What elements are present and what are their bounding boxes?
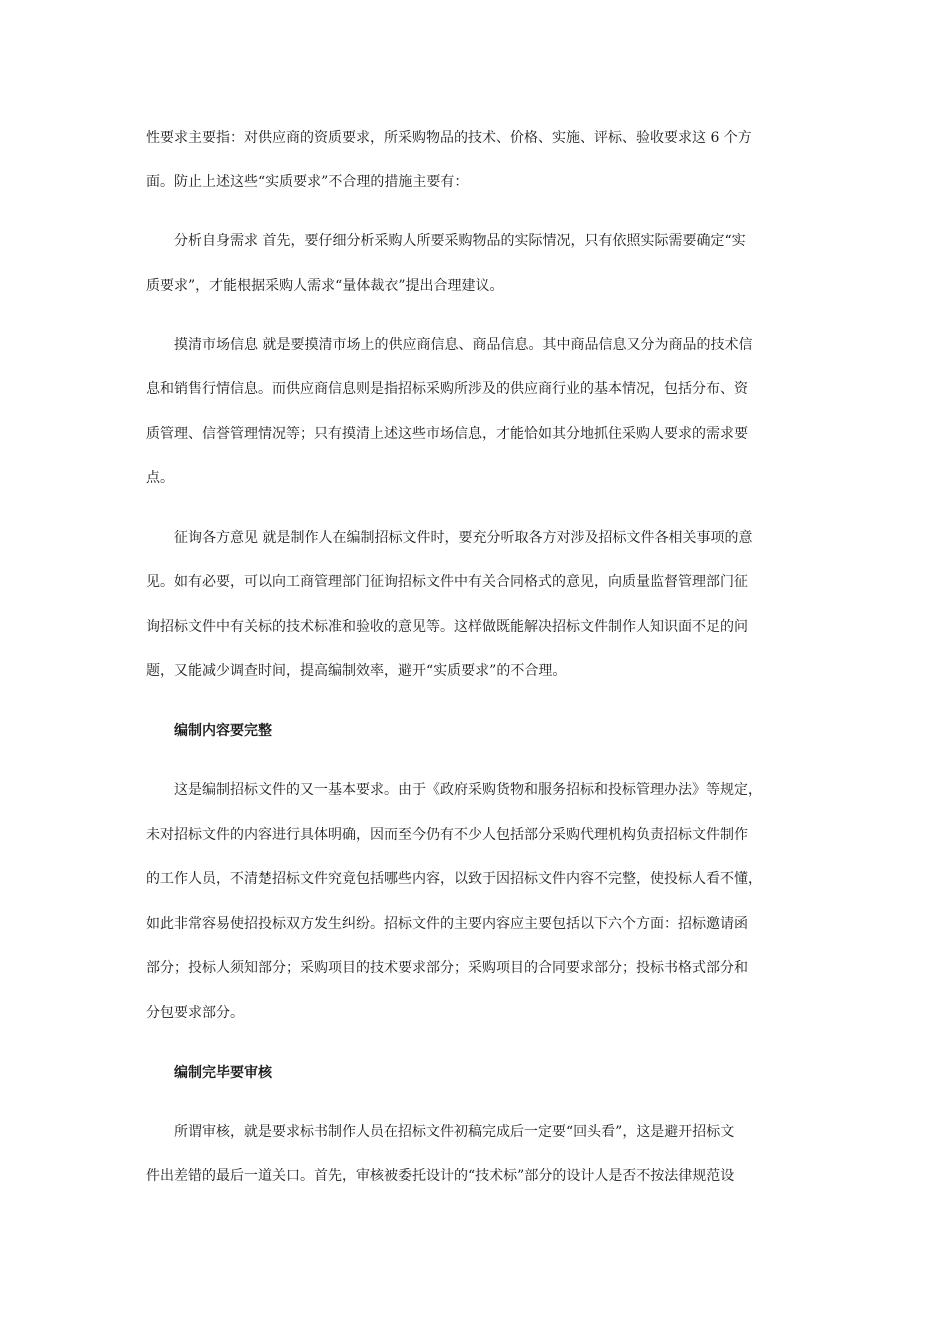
body-text-line: 点。	[146, 470, 174, 486]
body-text-line: 息和销售行情信息。而供应商信息则是指招标采购所涉及的供应商行业的基本情况，包括分布、资	[146, 381, 748, 397]
body-text-line: 这是编制招标文件的又一基本要求。由于《政府采购货物和服务招标和投标管理办法》等规定，	[174, 782, 762, 798]
body-text-line: 的工作人员，不清楚招标文件究竟包括哪些内容，以致于因招标文件内容不完整，使投标人看不懂，	[146, 871, 762, 887]
body-text-line: 未对招标文件的内容进行具体明确，因而至今仍有不少人包括部分采购代理机构负责招标文件制作	[146, 827, 748, 843]
body-text-line: 分析自身需求 首先，要仔细分析采购人所要采购物品的实际情况，只有依照实际需要确定“实	[174, 233, 746, 249]
section-heading: 编制内容要完整	[174, 723, 272, 739]
body-text-line: 摸清市场信息 就是要摸清市场上的供应商信息、商品信息。其中商品信息又分为商品的技术信	[174, 337, 753, 353]
body-text-line: 分包要求部分。	[146, 1005, 244, 1021]
body-text-line: 征询各方意见 就是制作人在编制招标文件时，要充分听取各方对涉及招标文件各相关事项的意	[174, 530, 753, 546]
body-text-line: 质要求”，才能根据采购人需求“量体裁衣”提出合理建议。	[146, 278, 504, 294]
body-text-line: 询招标文件中有关标的技术标准和验收的意见等。这样做既能解决招标文件制作人知识面不足的问	[146, 619, 748, 635]
body-text-line: 所谓审核，就是要求标书制作人员在招标文件初稿完成后一定要“回头看”，这是避开招标文	[174, 1124, 735, 1140]
body-text-line: 质管理、信誉管理情况等；只有摸清上述这些市场信息，才能恰如其分地抓住采购人要求的需求要	[146, 426, 748, 442]
body-text-line: 如此非常容易使招投标双方发生纠纷。招标文件的主要内容应主要包括以下六个方面：招标邀请函	[146, 916, 748, 932]
body-text-line: 件出差错的最后一道关口。首先，审核被委托设计的“技术标”部分的设计人是否不按法律规范设	[146, 1168, 735, 1184]
body-text-line: 面。防止上述这些“实质要求”不合理的措施主要有：	[146, 174, 469, 190]
body-text-line: 性要求主要指：对供应商的资质要求，所采购物品的技术、价格、实施、评标、验收要求这 6 个方	[146, 130, 752, 146]
section-heading: 编制完毕要审核	[174, 1065, 272, 1081]
body-text-line: 题，又能减少调查时间，提高编制效率，避开“实质要求”的不合理。	[146, 663, 567, 679]
body-text-line: 部分；投标人须知部分；采购项目的技术要求部分；采购项目的合同要求部分；投标书格式部分和	[146, 960, 748, 976]
body-text-line: 见。如有必要，可以向工商管理部门征询招标文件中有关合同格式的意见，向质量监督管理部门征	[146, 574, 748, 590]
